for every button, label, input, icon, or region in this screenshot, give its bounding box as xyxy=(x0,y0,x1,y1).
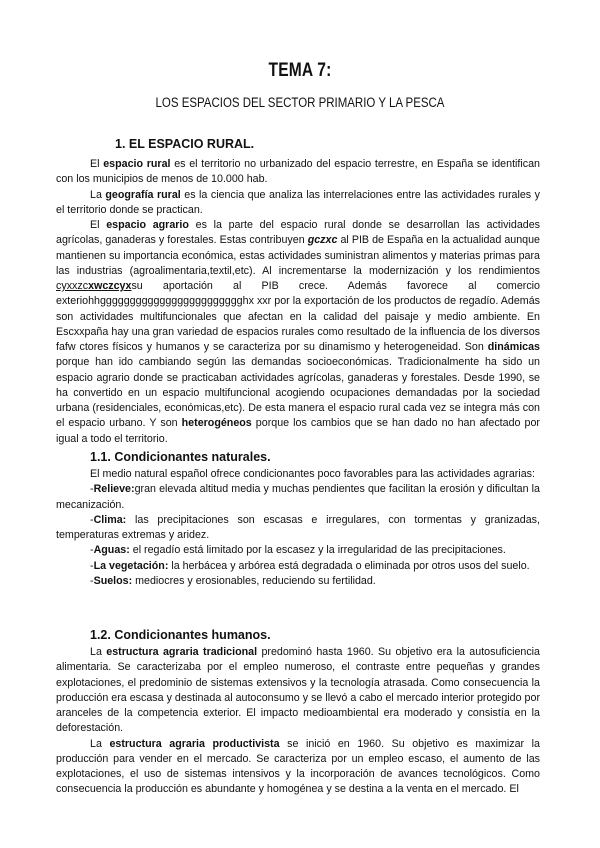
section-1-1-body xyxy=(56,467,540,589)
term-heterogeneos: heterogéneos xyxy=(181,417,252,430)
term-estructura-tradicional: estructura agraria tradicional xyxy=(106,646,258,658)
label-clima: Clima: xyxy=(93,513,127,526)
term-geografia-rural: geografía rural xyxy=(105,188,181,201)
section-1-2-heading: 1.2. Condicionantes humanos. xyxy=(90,628,271,642)
section-1-2-body xyxy=(56,645,540,798)
term-estructura-productivista: estructura agraria productivista xyxy=(109,737,280,750)
underlined-bold-text: xwczcyx xyxy=(88,280,132,292)
page-title: TEMA 7: xyxy=(268,60,332,81)
term-espacio-agrario: espacio agrario xyxy=(106,219,189,231)
label-aguas: Aguas: xyxy=(93,544,130,557)
section-1-1-heading: 1.1. Condicionantes naturales. xyxy=(90,450,271,464)
item-aguas: -Aguas: el regadío está limitado por la escasez y la irregularidad de las precipitaciones. xyxy=(90,544,506,557)
term-espacio-rural: espacio rural xyxy=(103,158,171,170)
paragraph-espacio-agrario: El espacio agrario es la parte del espacio rural donde se desarrollan las actividades agrícolas, ganaderas y forestales. Estas contribuyen gczxc al PIB de España en la actualidad aunque mantienen su importancia económica, estas actividades suministran alimentos y materias primas para las industrias (agroalimentaria,textil,etc). Al incrementarse la modernización y los rendimientos cyxxzcxwczcyxsu aportación al PIB crece. Además favorece al comercio exteriohhgggggggggggggggggggggggghx xxr por la exportación de los productos de regadío. Además son actividades multifuncionales que afectan en la calidad del paisaje y medio ambiente. En Escxxpaña hay una gran variedad de espacios rurales como resultado de la influencia de los diversos fafw ctores físicos y humanos y se caracteriza por su dinamismo y heterogeneidad. Son dinámicas porque han ido cambiando según las demandas socioeconómicas. Tradicionalmente ha sido un espacio agrario donde se practicaban actividades agrícolas, ganaderas y forestales. Desde 1990, se ha convertido en un espacio multifuncional acogiendo ocupaciones demandadas por la sociedad urbana (residenciales, económicas,etc). De esta manera el espacio rural cada vez se integra más con el espacio urbano. Y son heterogéneos porque los cambios que se han dado no han afectado por igual a todo el territorio. xyxy=(56,219,540,445)
term-dinamicas: dinámicas xyxy=(487,341,540,353)
label-suelos: Suelos: xyxy=(93,574,133,587)
scribble-text: gczxc xyxy=(307,234,338,247)
label-vegetacion: La vegetación: xyxy=(93,559,169,572)
paragraph-geografia-rural: La geografía rural es la ciencia que analiza las interrelaciones entre las actividades rurales y el territorio donde se practican. xyxy=(56,188,540,216)
paragraph-espacio-rural: El espacio rural es el territorio no urbanizado del espacio terrestre, en España se identifican con los municipios de menos de 10.000 hab. xyxy=(56,158,540,186)
section-1-body xyxy=(56,157,540,447)
page-subtitle: LOS ESPACIOS DEL SECTOR PRIMARIO Y LA PESCA xyxy=(155,95,445,110)
paragraph-estructura-productivista: La estructura agraria productivista se inició en 1960. Su objetivo es maximizar la producción para vender en el mercado. Se caracteriza por un empleo escaso, el aumento de las explotaciones, el uso de sistemas intensivos y la incorporación de avances tecnológicos. Como consecuencia la producción es abundante y homogénea y se destina a la venta en el mercado. El xyxy=(56,737,540,796)
item-clima: -Clima: las precipitaciones son escasas e irregulares, con tormentas y granizadas, temperaturas extremas y aridez. xyxy=(56,513,540,541)
underlined-text: cyxxzc xyxy=(56,280,89,292)
paragraph-estructura-tradicional: La estructura agraria tradicional predominó hasta 1960. Su objetivo era la autosuficiencia alimentaria. Se caracterizaba por el empleo numeroso, el contraste entre pequeñas y grandes explotaciones, el predominio de sistemas extensivos y la tecnología atrasada. Como consecuencia la producción era escasa y destinada al autoconsumo y se llevó a cabo el mercado interior protegido por aranceles de la competencia exterior. El impacto medioambiental era moderado y consistía en la deforestación. xyxy=(56,646,541,735)
item-relieve: -Relieve:gran elevada altitud media y muchas pendientes que facilitan la erosión y dificultan la mecanización. xyxy=(56,483,540,511)
section-1-heading: 1. EL ESPACIO RURAL. xyxy=(115,137,255,151)
item-vegetacion: -La vegetación: la herbácea y arbórea está degradada o eliminada por otros usos del suelo. xyxy=(90,559,530,572)
item-suelos: -Suelos: mediocres y erosionables, reduciendo su fertilidad. xyxy=(90,574,376,587)
label-relieve: Relieve: xyxy=(93,483,135,496)
paragraph-medio-natural: El medio natural español ofrece condicionantes poco favorables para las actividades agrarias: xyxy=(90,468,535,480)
